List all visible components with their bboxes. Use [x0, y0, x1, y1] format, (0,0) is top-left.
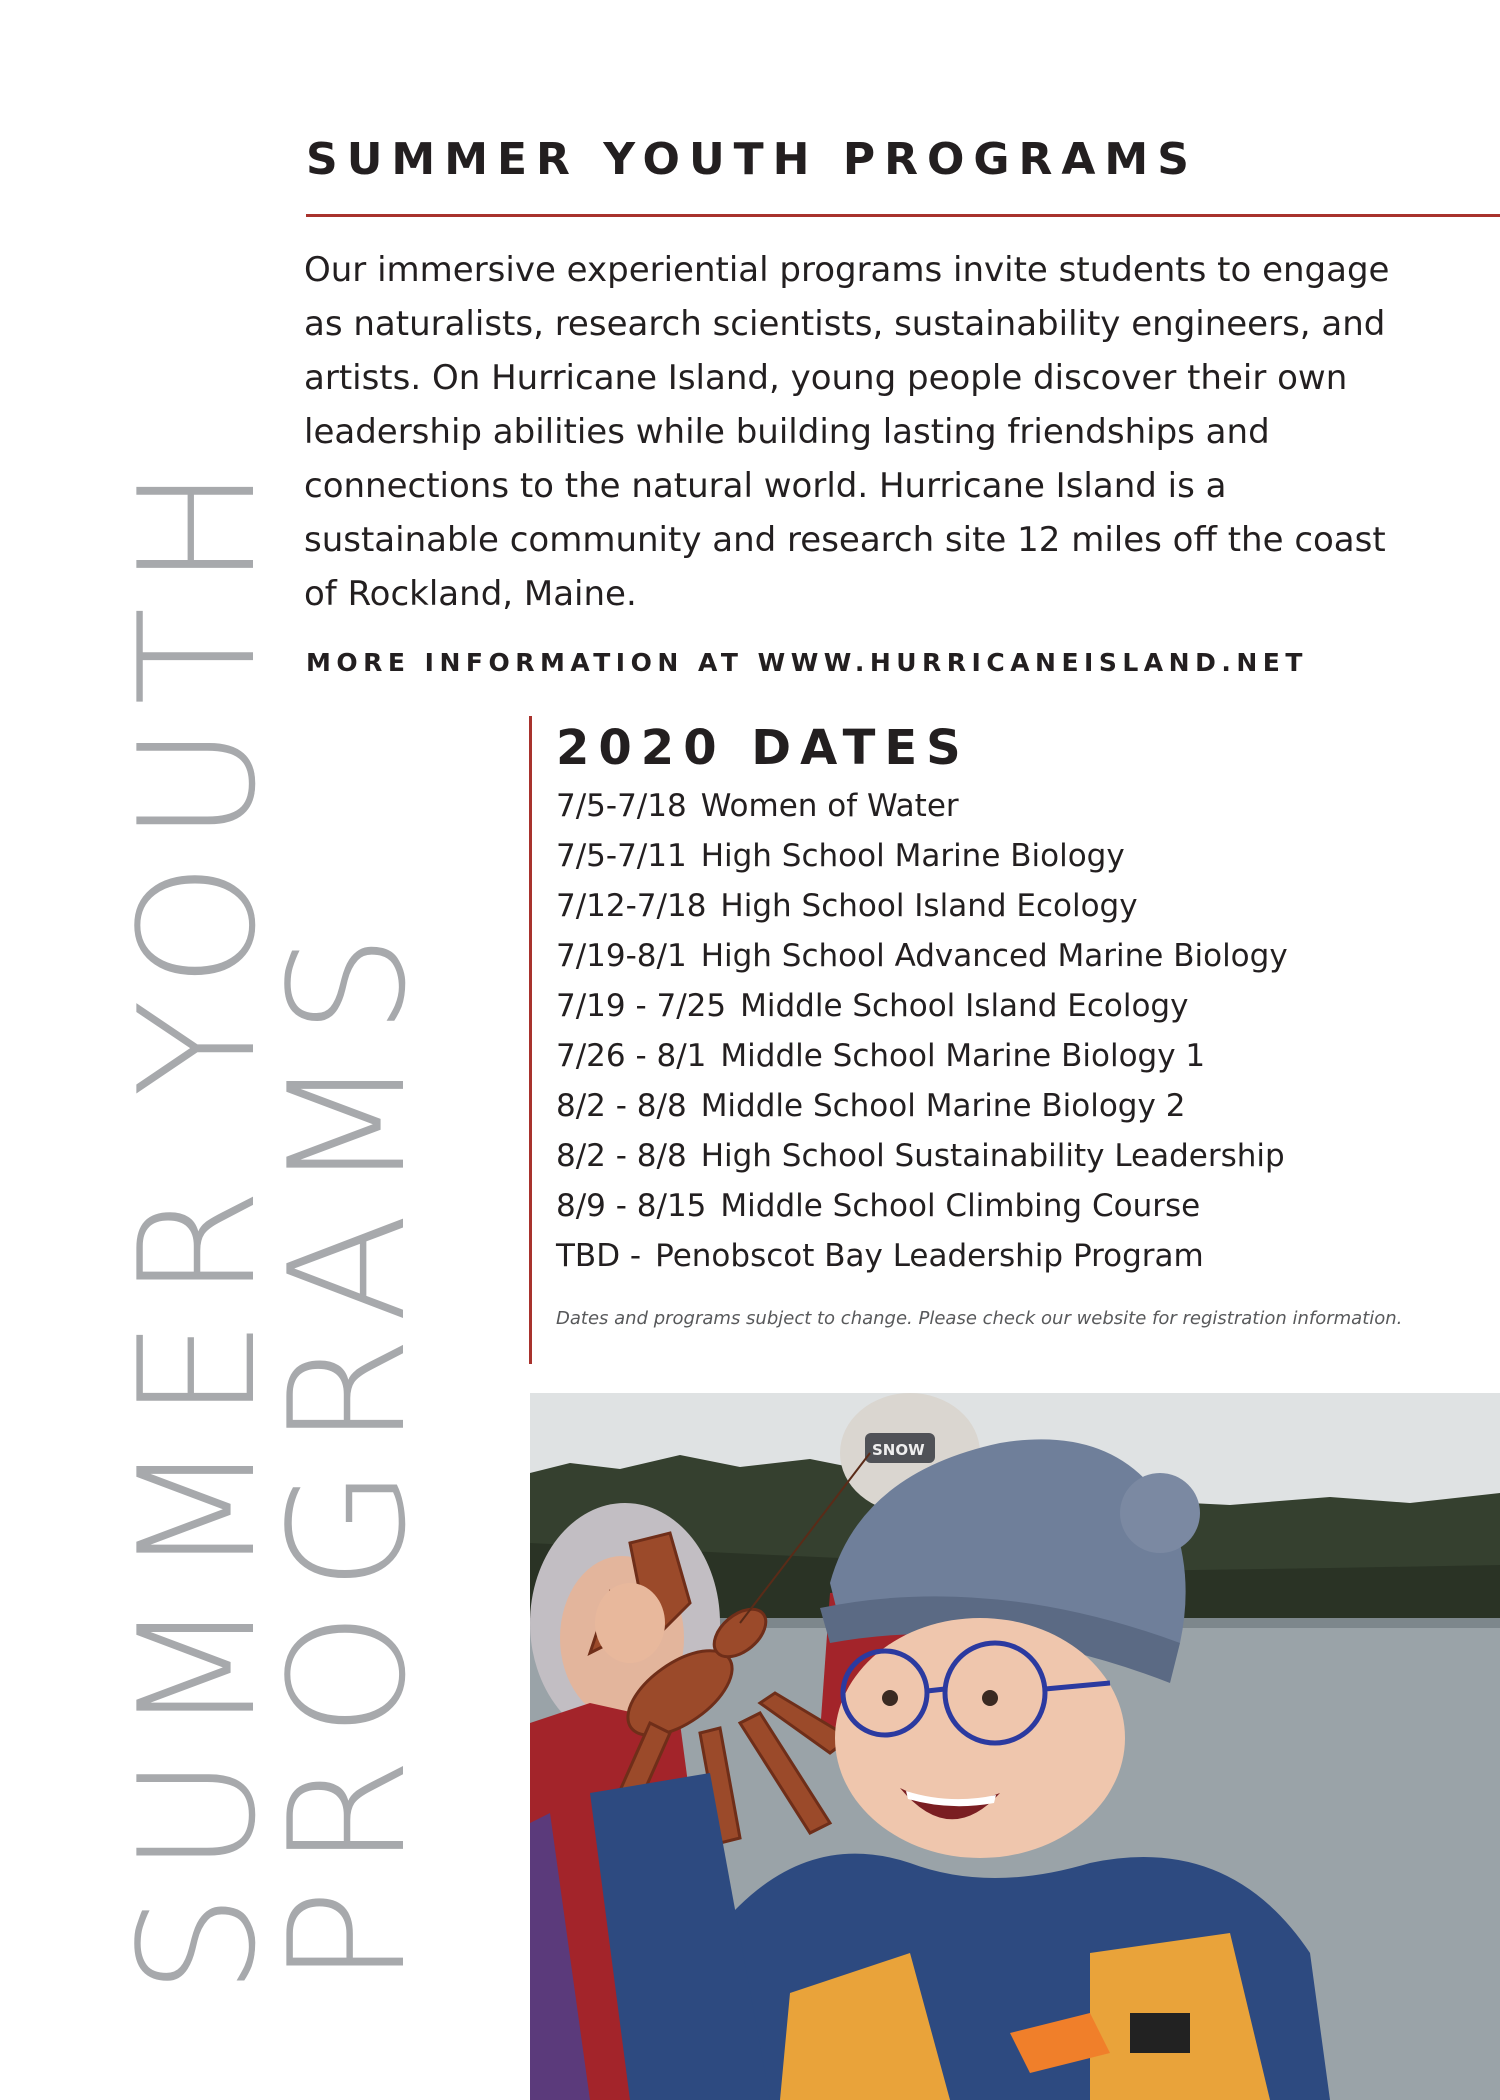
page-title: SUMMER YOUTH PROGRAMS — [306, 134, 1198, 185]
program-name: High School Island Ecology — [720, 888, 1138, 924]
program-name: High School Advanced Marine Biology — [700, 938, 1288, 974]
date-range: 8/9 - 8/15 — [556, 1188, 707, 1224]
list-item — [556, 781, 1288, 831]
date-range: 8/2 - 8/8 — [556, 1088, 687, 1124]
dates-list — [556, 781, 1288, 1281]
program-name: Penobscot Bay Leadership Program — [655, 1238, 1204, 1274]
list-item — [556, 981, 1288, 1031]
program-name: Middle School Marine Biology 2 — [700, 1088, 1186, 1124]
hat-label: SNOW — [872, 1441, 925, 1459]
list-item — [556, 1081, 1288, 1131]
date-range: TBD - — [556, 1238, 642, 1274]
date-range: 8/2 - 8/8 — [556, 1138, 687, 1174]
dates-divider — [529, 716, 532, 1364]
date-range: 7/19-8/1 — [556, 938, 687, 974]
side-title-line1: SUMMER YOUTH — [104, 447, 291, 1995]
list-item — [556, 1181, 1288, 1231]
list-item — [556, 1131, 1288, 1181]
list-item — [556, 931, 1288, 981]
date-range: 7/26 - 8/1 — [556, 1038, 707, 1074]
list-item — [556, 881, 1288, 931]
date-range: 7/12-7/18 — [556, 888, 707, 924]
disclaimer-note: Dates and programs subject to change. Please check our website for registration information. — [556, 1308, 1403, 1329]
intro-paragraph: Our immersive experiential programs invite students to engage as naturalists, research scientists, sustainability engineers, and artists. On Hurricane Island, young people discover their own leadership abilities while building lasting friendships and connections to the natural world. Hurricane Island is a sustainable community and research site 12 miles off the coast of Rockland, Maine. — [304, 250, 1390, 614]
student-lobster-photo — [530, 1393, 1500, 2100]
date-range: 7/19 - 7/25 — [556, 988, 727, 1024]
program-name: Middle School Climbing Course — [720, 1188, 1201, 1224]
title-divider — [306, 214, 1500, 217]
date-range: 7/5-7/11 — [556, 838, 687, 874]
list-item — [556, 1231, 1288, 1281]
program-name: High School Sustainability Leadership — [700, 1138, 1285, 1174]
program-name: Middle School Marine Biology 1 — [720, 1038, 1206, 1074]
program-name: High School Marine Biology — [700, 838, 1125, 874]
more-info-link[interactable]: MORE INFORMATION AT WWW.HURRICANEISLAND.NET — [306, 648, 1308, 677]
dates-heading: 2020 DATES — [556, 720, 970, 776]
date-range: 7/5-7/18 — [556, 788, 687, 824]
list-item — [556, 1031, 1288, 1081]
program-name: Middle School Island Ecology — [740, 988, 1189, 1024]
side-title-line2: PROGRAMS — [254, 913, 441, 1985]
program-name: Women of Water — [700, 788, 959, 824]
list-item — [556, 831, 1288, 881]
